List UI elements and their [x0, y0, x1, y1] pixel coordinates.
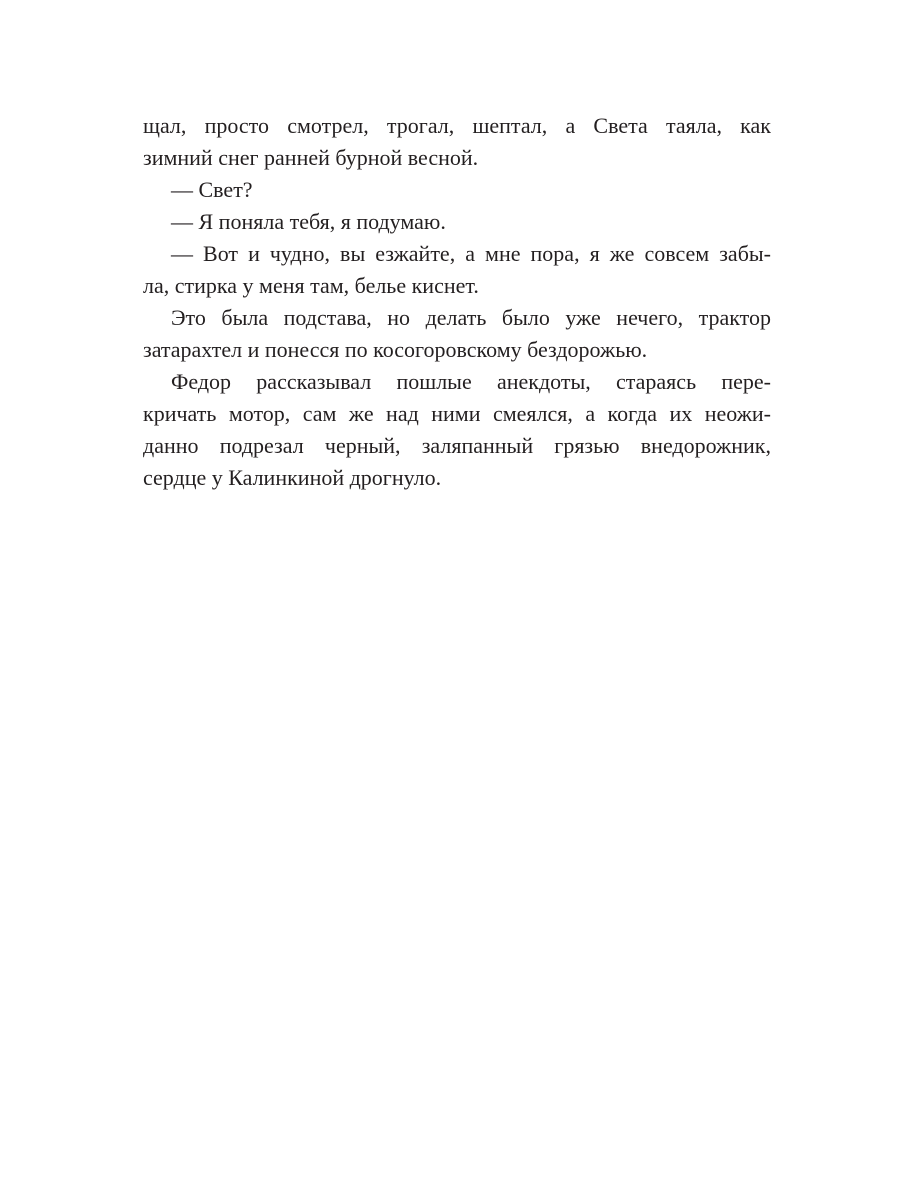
text-line: данно подрезал черный, заляпанный грязью внедорожник, — [143, 433, 771, 458]
text-line: ла, стирка у меня там, белье киснет. — [143, 273, 479, 298]
text-line: Это была подстава, но делать было уже нечего, трактор — [171, 305, 771, 330]
text-line: — Я поняла тебя, я подумаю. — [171, 209, 446, 234]
text-line: Федор рассказывал пошлые анекдоты, стараясь пере- — [171, 369, 771, 394]
text-line: зимний снег ранней бурной весной. — [143, 145, 479, 170]
text-line: — Свет? — [171, 177, 253, 202]
text-line: затарахтел и понесся по косогоровскому бездорожью. — [143, 337, 648, 362]
text-line: сердце у Калинкиной дрогнуло. — [143, 465, 442, 490]
page-text — [143, 110, 771, 494]
text-line: щал, просто смотрел, трогал, шептал, а Света таяла, как — [143, 113, 771, 138]
text-line: — Вот и чудно, вы езжайте, а мне пора, я же совсем забы- — [171, 241, 771, 266]
text-line: кричать мотор, сам же над ними смеялся, а когда их неожи- — [143, 401, 771, 426]
